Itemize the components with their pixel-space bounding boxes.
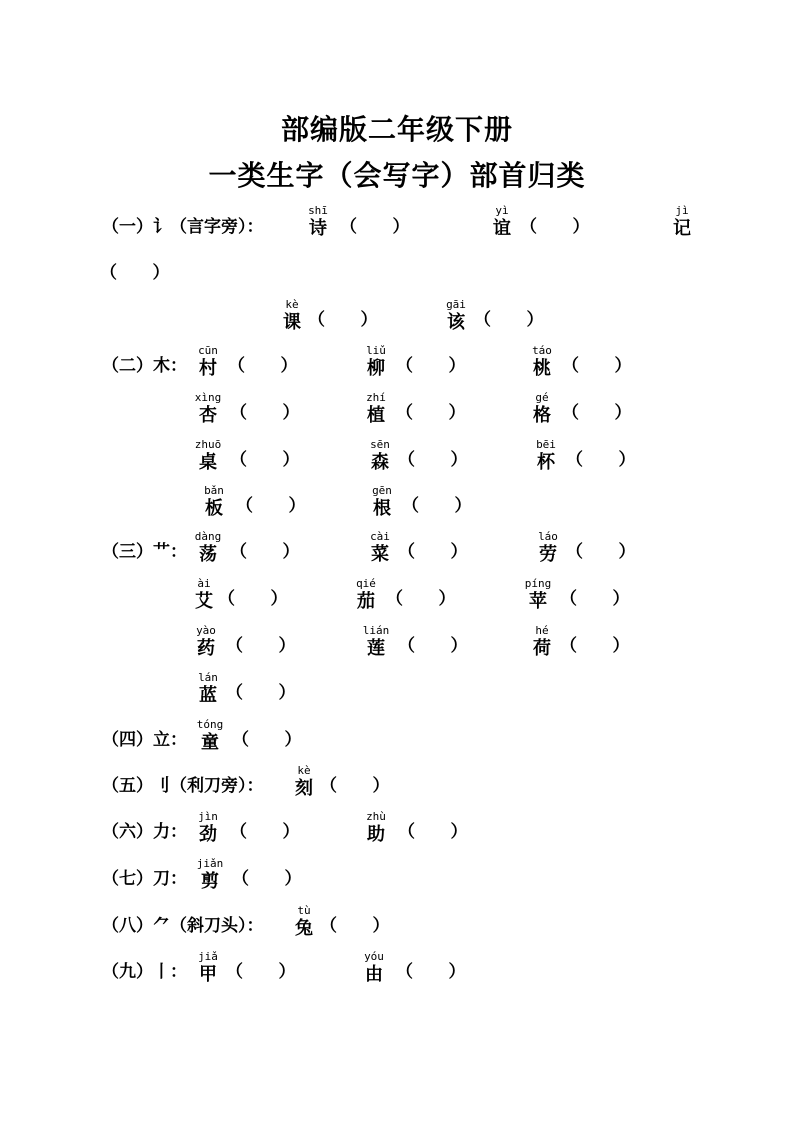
section-2-label: （二）木： xyxy=(102,356,187,376)
section-4-label: （四）立： xyxy=(102,730,187,750)
answer-blank: （ ） xyxy=(340,217,410,237)
hanzi: 刻 xyxy=(295,778,313,799)
pinyin: yào xyxy=(196,624,216,637)
pinyin: hé xyxy=(535,624,549,637)
char-item xyxy=(488,204,516,241)
pinyin: lián xyxy=(362,624,390,637)
hanzi: 根 xyxy=(373,498,391,519)
answer-blank: （ ） xyxy=(228,356,298,376)
hanzi: 剪 xyxy=(201,871,219,892)
answer-blank: （ ） xyxy=(398,636,468,656)
hanzi: 苹 xyxy=(529,591,547,612)
hanzi: 药 xyxy=(197,638,215,659)
pinyin: qié xyxy=(356,577,376,590)
answer-blank: （ ） xyxy=(226,636,296,656)
pinyin: zhù xyxy=(366,810,386,823)
pinyin: liǔ xyxy=(366,344,386,357)
answer-blank: （ ） xyxy=(562,403,632,423)
hanzi: 森 xyxy=(371,452,389,473)
pinyin: ài xyxy=(197,577,211,590)
char-item xyxy=(278,298,306,335)
hanzi: 由 xyxy=(365,964,383,985)
answer-blank: （ ） xyxy=(396,403,466,423)
answer-blank: （ ） xyxy=(562,356,632,376)
hanzi: 艾 xyxy=(195,591,213,612)
pinyin: zhuō xyxy=(194,438,222,451)
char-item xyxy=(534,530,562,567)
hanzi: 菜 xyxy=(371,544,389,565)
char-item xyxy=(362,810,390,847)
answer-blank: （ ） xyxy=(398,450,468,470)
document-subtitle: 一类生字（会写字）部首归类 xyxy=(208,159,586,192)
hanzi: 课 xyxy=(283,312,301,333)
hanzi: 蓝 xyxy=(199,685,217,706)
pinyin: bǎn xyxy=(204,484,224,497)
section-5-label: （五）刂（利刀旁）： xyxy=(102,776,264,796)
section-3-label: （三）艹： xyxy=(102,542,187,562)
pinyin: jì xyxy=(675,204,689,217)
answer-blank: （ ） xyxy=(230,542,300,562)
char-item xyxy=(362,391,390,428)
section-9-label: （九）丨： xyxy=(102,962,187,982)
hanzi: 莲 xyxy=(367,638,385,659)
char-item xyxy=(366,530,394,567)
answer-blank: （ ） xyxy=(232,730,302,750)
char-item xyxy=(194,950,222,987)
char-item xyxy=(524,577,552,614)
pinyin: tóng xyxy=(196,718,224,731)
pinyin: jiǎn xyxy=(196,857,224,870)
hanzi: 该 xyxy=(447,312,465,333)
answer-blank: （ ） xyxy=(566,450,636,470)
char-item xyxy=(668,204,696,241)
hanzi: 杏 xyxy=(199,405,217,426)
hanzi: 甲 xyxy=(199,964,217,985)
answer-blank: （ ） xyxy=(474,310,544,330)
answer-blank: （ ） xyxy=(230,822,300,842)
hanzi: 荡 xyxy=(199,544,217,565)
pinyin: táo xyxy=(532,344,552,357)
pinyin: shī xyxy=(308,204,328,217)
pinyin: píng xyxy=(524,577,552,590)
char-item xyxy=(532,438,560,475)
answer-blank: （ ） xyxy=(230,450,300,470)
answer-blank: （ ） xyxy=(218,589,288,609)
pinyin: xìng xyxy=(194,391,222,404)
hanzi: 记 xyxy=(673,218,691,239)
char-item xyxy=(196,857,224,894)
pinyin: gé xyxy=(535,391,549,404)
pinyin: bēi xyxy=(536,438,556,451)
pinyin: lán xyxy=(198,671,218,684)
char-item xyxy=(194,671,222,708)
pinyin: cūn xyxy=(198,344,218,357)
hanzi: 柳 xyxy=(367,358,385,379)
hanzi: 童 xyxy=(201,732,219,753)
char-item xyxy=(200,484,228,521)
char-item xyxy=(194,344,222,381)
answer-blank: （ ） xyxy=(396,962,466,982)
hanzi: 谊 xyxy=(493,218,511,239)
char-item xyxy=(304,204,332,241)
char-item xyxy=(196,718,224,755)
document-title: 部编版二年级下册 xyxy=(280,113,513,146)
hanzi: 兔 xyxy=(295,918,313,939)
answer-blank: （ ） xyxy=(232,869,302,889)
pinyin: jiǎ xyxy=(198,950,218,963)
char-item xyxy=(192,624,220,661)
pinyin: kè xyxy=(297,764,311,777)
pinyin: sēn xyxy=(370,438,390,451)
answer-blank: （ ） xyxy=(320,776,390,796)
char-item xyxy=(528,624,556,661)
answer-blank: （ ） xyxy=(398,822,468,842)
char-item xyxy=(194,391,222,428)
char-item xyxy=(442,298,470,335)
section-8-label: （八）⺈（斜刀头）： xyxy=(102,916,264,936)
char-item xyxy=(194,810,222,847)
pinyin: láo xyxy=(538,530,558,543)
char-item xyxy=(194,530,222,567)
pinyin: jìn xyxy=(198,810,218,823)
section-6-label: （六）力： xyxy=(102,822,187,842)
hanzi: 村 xyxy=(199,358,217,379)
section-1-label: （一）讠（言字旁）： xyxy=(102,217,264,237)
char-item xyxy=(190,577,218,614)
char-item xyxy=(290,764,318,801)
hanzi: 杯 xyxy=(537,452,555,473)
pinyin: yì xyxy=(495,204,509,217)
answer-blank: （ ） xyxy=(226,962,296,982)
hanzi: 劲 xyxy=(199,824,217,845)
answer-blank: （ ） xyxy=(308,310,378,330)
answer-blank: （ ） xyxy=(520,217,590,237)
char-item xyxy=(528,391,556,428)
char-item xyxy=(362,344,390,381)
answer-blank: （ ） xyxy=(560,589,630,609)
hanzi: 诗 xyxy=(309,218,327,239)
pinyin: tù xyxy=(297,904,311,917)
hanzi: 桃 xyxy=(533,358,551,379)
char-item xyxy=(194,438,222,475)
answer-blank: （ ） xyxy=(386,589,456,609)
section-7-label: （七）刀： xyxy=(102,869,187,889)
hanzi: 荷 xyxy=(533,638,551,659)
answer-blank: （ ） xyxy=(236,496,306,516)
hanzi: 植 xyxy=(367,405,385,426)
pinyin: dàng xyxy=(194,530,222,543)
answer-blank: （ ） xyxy=(402,496,472,516)
answer-blank: （ ） xyxy=(100,263,170,283)
char-item xyxy=(360,950,388,987)
char-item xyxy=(362,624,390,661)
answer-blank: （ ） xyxy=(566,542,636,562)
answer-blank: （ ） xyxy=(560,636,630,656)
char-item xyxy=(368,484,396,521)
hanzi: 格 xyxy=(533,405,551,426)
pinyin: cài xyxy=(370,530,390,543)
char-item xyxy=(528,344,556,381)
hanzi: 助 xyxy=(367,824,385,845)
char-item xyxy=(290,904,318,941)
answer-blank: （ ） xyxy=(230,403,300,423)
pinyin: yóu xyxy=(364,950,384,963)
answer-blank: （ ） xyxy=(320,916,390,936)
pinyin: zhí xyxy=(366,391,386,404)
pinyin: gāi xyxy=(446,298,466,311)
pinyin: kè xyxy=(285,298,299,311)
pinyin: gēn xyxy=(372,484,392,497)
char-item xyxy=(366,438,394,475)
hanzi: 劳 xyxy=(539,544,557,565)
answer-blank: （ ） xyxy=(226,683,296,703)
hanzi: 桌 xyxy=(199,452,217,473)
hanzi: 茄 xyxy=(357,591,375,612)
answer-blank: （ ） xyxy=(396,356,466,376)
char-item xyxy=(352,577,380,614)
answer-blank: （ ） xyxy=(398,542,468,562)
hanzi: 板 xyxy=(205,498,223,519)
